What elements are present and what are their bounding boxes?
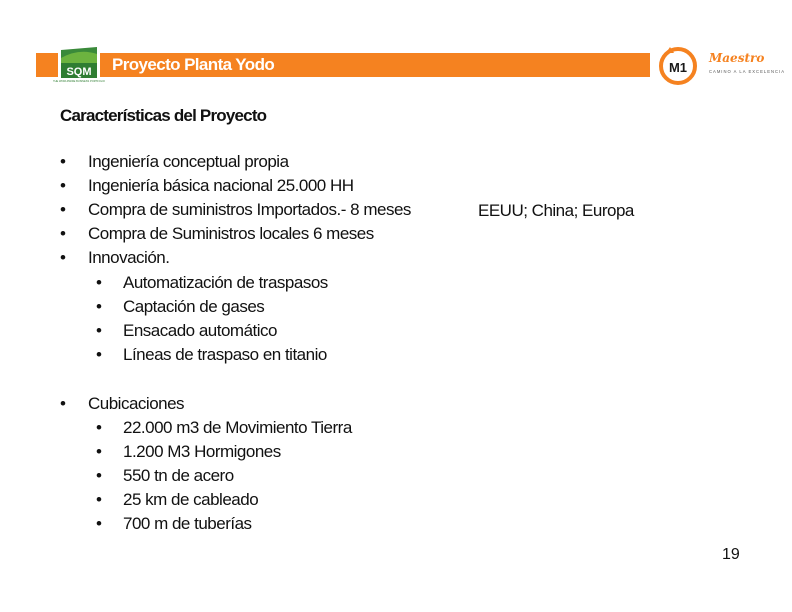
sqm-logo xyxy=(53,44,105,88)
list-item: • 22.000 m3 de Movimiento Tierra xyxy=(96,416,352,440)
innovation-list xyxy=(96,271,328,367)
import-origin: EEUU; China; Europa xyxy=(478,201,634,220)
list-item: • Compra de Suministros locales 6 meses xyxy=(60,222,411,246)
list-item: • Compra de suministros Importados.- 8 meses xyxy=(60,198,411,222)
list-item: • 25 km de cableado xyxy=(96,488,352,512)
sqm-logo-caption: THE WORLDWIDE BUSINESS PORTFOLIO xyxy=(53,80,105,83)
sqm-logo-text: SQM xyxy=(66,66,92,78)
page-number: 19 xyxy=(722,546,740,563)
list-item: • Captación de gases xyxy=(96,295,328,319)
features-list xyxy=(60,150,411,270)
list-item: • 700 m de tuberías xyxy=(96,512,352,536)
list-item: • Líneas de traspaso en titanio xyxy=(96,343,328,367)
list-item: • Automatización de traspasos xyxy=(96,271,328,295)
cubicaciones-list xyxy=(60,392,184,416)
m1-mark: M1 xyxy=(668,60,688,75)
list-item: • Innovación. xyxy=(60,246,411,270)
list-item: • Cubicaciones xyxy=(60,392,184,416)
maestro-script: Maestro xyxy=(709,51,765,65)
page-title: Proyecto Planta Yodo xyxy=(112,55,275,74)
maestro-tagline: CAMINO A LA EXCELENCIA xyxy=(709,69,785,74)
m1-maestro-logo xyxy=(656,43,785,89)
list-item: • Ensacado automático xyxy=(96,319,328,343)
list-item: • 550 tn de acero xyxy=(96,464,352,488)
list-item: • Ingeniería conceptual propia xyxy=(60,150,411,174)
section-title: Características del Proyecto xyxy=(60,106,267,125)
cubicaciones-items xyxy=(96,416,352,536)
list-item: • Ingeniería básica nacional 25.000 HH xyxy=(60,174,411,198)
list-item: • 1.200 M3 Hormigones xyxy=(96,440,352,464)
